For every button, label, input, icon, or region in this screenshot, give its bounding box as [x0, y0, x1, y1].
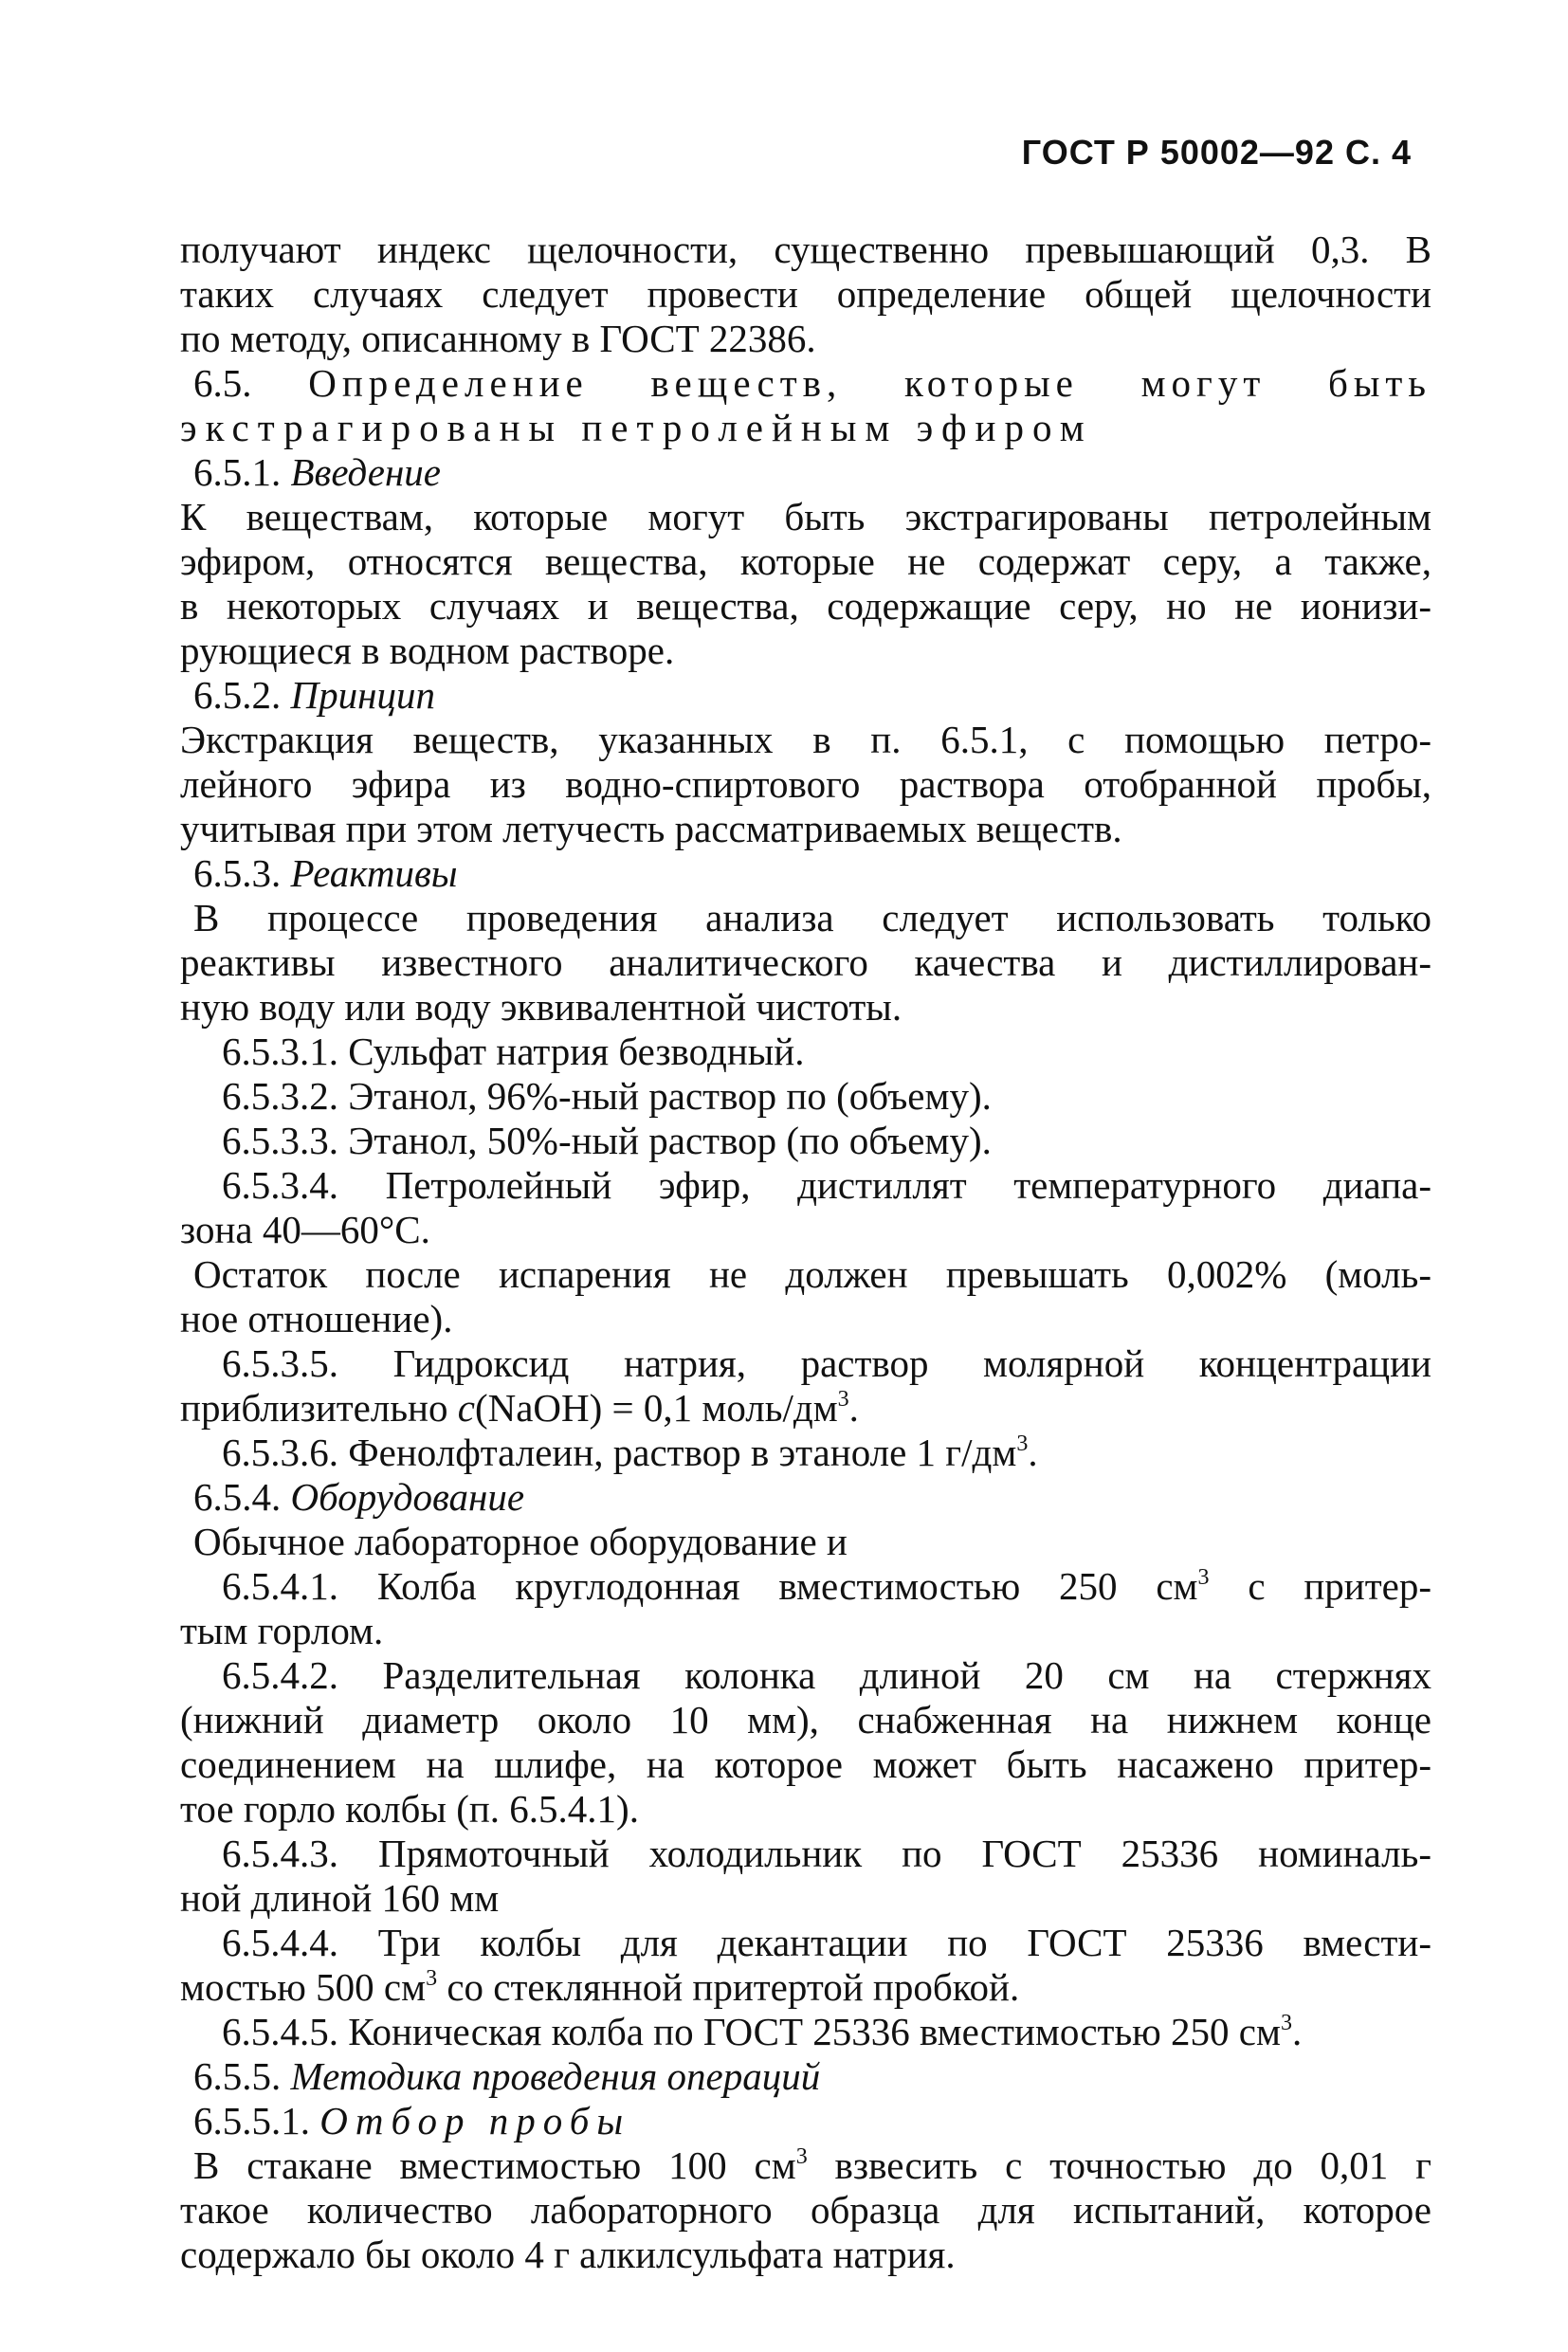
section-title: Введение	[290, 450, 441, 494]
superscript: 3	[426, 1966, 438, 1991]
text-span: .	[1291, 2010, 1303, 2053]
list-item	[180, 1564, 1431, 1609]
text-line	[180, 2143, 1431, 2188]
section-heading-6-5-2	[180, 673, 1431, 718]
superscript: 3	[795, 2144, 808, 2169]
text-line: в некоторых случаях и вещества, содержащие серу, но не ионизи-	[180, 584, 1431, 628]
text-line: такое количество лабораторного образца для испытаний, которое	[180, 2188, 1431, 2232]
text-line: соединением на шлифе, на которое может быть насажено притер-	[180, 1742, 1431, 1786]
list-item	[180, 2010, 1431, 2054]
section-title: Определение веществ, которые могут быть	[308, 361, 1431, 405]
text-span: .	[848, 1386, 859, 1430]
list-item: 6.5.3.4. Петролейный эфир, дистиллят температурного диапа-	[222, 1163, 1431, 1207]
section-heading-6-5-5	[180, 2054, 1431, 2099]
list-item: 6.5.3.1. Сульфат натрия безводный.	[222, 1030, 805, 1073]
text-line: учитывая при этом летучесть рассматриваемых веществ.	[180, 807, 1122, 850]
text-span: .	[1028, 1431, 1038, 1474]
list-item	[180, 1431, 1431, 1475]
document-body	[180, 228, 1431, 2277]
text-line: Остаток после испарения не должен превышать 0,002% (моль-	[193, 1252, 1431, 1296]
text-line	[180, 1965, 1431, 2010]
text-span: (NaOH) = 0,1 моль/дм	[474, 1386, 838, 1430]
section-heading-6-5-4	[180, 1475, 1431, 1520]
section-number: 6.5.5.1.	[193, 2099, 310, 2142]
text-line: получают индекс щелочности, существенно превышающий 0,3. В	[180, 228, 1431, 271]
list-item: 6.5.3.3. Этанол, 50%-ный раствор (по объему).	[222, 1119, 992, 1162]
list-item: 6.5.4.2. Разделительная колонка длиной 20 см на стержнях	[222, 1653, 1431, 1697]
section-heading-6-5	[180, 361, 1431, 406]
section-title: Методика проведения операций	[290, 2054, 821, 2098]
section-number: 6.5.2.	[193, 673, 282, 717]
text-span: взвесить с точностью до 0,01 г	[807, 2143, 1431, 2187]
text-span: 6.5.4.1. Колба круглодонная вместимостью 250 см	[222, 1564, 1198, 1608]
text-span: В стакане вместимостью 100 см	[193, 2143, 796, 2187]
text-line: тым горлом.	[180, 1609, 384, 1652]
list-item: 6.5.4.4. Три колбы для декантации по ГОСТ 25336 вмести-	[222, 1921, 1431, 1964]
section-heading-6-5-1	[180, 450, 1431, 495]
text-line: тое горло колбы (п. 6.5.4.1).	[180, 1787, 639, 1831]
section-title: Реактивы	[290, 851, 458, 895]
superscript: 3	[1197, 1565, 1210, 1590]
text-line: В процессе проведения анализа следует использовать только	[193, 896, 1431, 939]
text-line: реактивы известного аналитического качества и дистиллирован-	[180, 940, 1431, 984]
section-number: 6.5.3.	[193, 851, 282, 895]
page-header: ГОСТ Р 50002—92 С. 4	[1021, 133, 1412, 172]
section-heading-6-5-5-1	[180, 2099, 1431, 2143]
section-number: 6.5.4.	[193, 1475, 282, 1519]
text-line	[180, 1386, 1431, 1431]
section-number: 6.5.5.	[193, 2054, 282, 2098]
section-heading-6-5-3	[180, 851, 1431, 896]
text-line: (нижний диаметр около 10 мм), снабженная на нижнем конце	[180, 1698, 1431, 1741]
superscript: 3	[1280, 2011, 1292, 2035]
text-line: по методу, описанному в ГОСТ 22386.	[180, 317, 816, 360]
superscript: 3	[837, 1387, 849, 1412]
text-span: со стеклянной притертой пробкой.	[437, 1965, 1020, 2009]
text-line: рующиеся в водном растворе.	[180, 629, 675, 672]
section-title-cont: экстрагированы петролейным эфиром	[180, 406, 1093, 449]
text-line: Экстракция веществ, указанных в п. 6.5.1, с помощью петро-	[180, 718, 1431, 761]
section-title: Отбор пробы	[319, 2099, 631, 2142]
text-span: приблизительно	[180, 1386, 458, 1430]
text-line: Обычное лабораторное оборудование и	[193, 1520, 848, 1563]
text-line: К веществам, которые могут быть экстрагированы петролейным	[180, 495, 1431, 538]
text-line: ную воду или воду эквивалентной чистоты.	[180, 985, 903, 1029]
section-title: Оборудование	[290, 1475, 525, 1519]
list-item: 6.5.3.2. Этанол, 96%-ный раствор по (объему).	[222, 1074, 992, 1118]
text-line: лейного эфира из водно-спиртового раствора отобранной пробы,	[180, 762, 1431, 806]
text-span: 6.5.4.5. Коническая колба по ГОСТ 25336 вместимостью 250 см	[222, 2010, 1281, 2053]
text-line: содержало бы около 4 г алкилсульфата натрия.	[180, 2233, 956, 2276]
text-span: с притер-	[1209, 1564, 1432, 1608]
text-span: мостью 500 см	[180, 1965, 427, 2009]
text-span: 6.5.3.6. Фенолфталеин, раствор в этаноле 1 г/дм	[222, 1431, 1017, 1474]
section-number: 6.5.1.	[193, 450, 282, 494]
section-title: Принцип	[290, 673, 435, 717]
formula-symbol: c	[457, 1386, 475, 1430]
text-line: эфиром, относятся вещества, которые не содержат серу, а также,	[180, 539, 1431, 583]
section-number: 6.5.	[193, 361, 252, 405]
text-line: ной длиной 160 мм	[180, 1876, 500, 1920]
text-line: таких случаях следует провести определение общей щелочности	[180, 272, 1431, 316]
text-line: ное отношение).	[180, 1297, 453, 1340]
list-item: 6.5.3.5. Гидроксид натрия, раствор молярной концентрации	[222, 1341, 1431, 1385]
list-item: 6.5.4.3. Прямоточный холодильник по ГОСТ 25336 номиналь-	[222, 1832, 1431, 1875]
text-line: зона 40—60°С.	[180, 1208, 430, 1251]
superscript: 3	[1016, 1431, 1029, 1456]
